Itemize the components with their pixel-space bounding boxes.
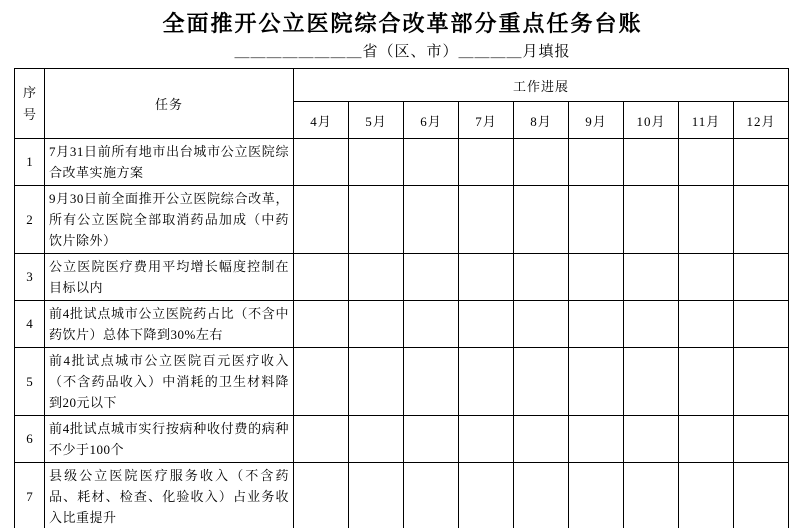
- month-header: 5月: [349, 102, 404, 139]
- progress-cell[interactable]: [569, 186, 624, 254]
- progress-cell[interactable]: [294, 463, 349, 528]
- task-cell: 县级公立医院医疗服务收入（不含药品、耗材、检查、化验收入）占业务收入比重提升: [45, 463, 294, 528]
- task-cell: 前4批试点城市实行按病种收付费的病种不少于100个: [45, 416, 294, 463]
- progress-cell[interactable]: [569, 139, 624, 186]
- progress-cell[interactable]: [294, 416, 349, 463]
- progress-cell[interactable]: [734, 301, 789, 348]
- progress-cell[interactable]: [569, 416, 624, 463]
- progress-cell[interactable]: [459, 301, 514, 348]
- table-row: [15, 301, 789, 348]
- month-header: 7月: [459, 102, 514, 139]
- row-number-cell: 6: [15, 416, 45, 463]
- row-number-cell: 4: [15, 301, 45, 348]
- progress-cell[interactable]: [459, 463, 514, 528]
- table-row: [15, 416, 789, 463]
- progress-cell[interactable]: [459, 139, 514, 186]
- progress-cell[interactable]: [569, 254, 624, 301]
- progress-cell[interactable]: [514, 186, 569, 254]
- progress-cell[interactable]: [624, 348, 679, 416]
- progress-cell[interactable]: [404, 463, 459, 528]
- progress-cell[interactable]: [349, 254, 404, 301]
- progress-cell[interactable]: [624, 186, 679, 254]
- task-cell: 9月30日前全面推开公立医院综合改革，所有公立医院全部取消药品加成（中药饮片除外）: [45, 186, 294, 254]
- month-header: 4月: [294, 102, 349, 139]
- progress-cell[interactable]: [624, 254, 679, 301]
- progress-cell[interactable]: [514, 416, 569, 463]
- progress-cell[interactable]: [294, 348, 349, 416]
- month-header: 10月: [624, 102, 679, 139]
- progress-cell[interactable]: [459, 348, 514, 416]
- row-number-cell: 7: [15, 463, 45, 528]
- progress-cell[interactable]: [569, 463, 624, 528]
- progress-cell[interactable]: [514, 463, 569, 528]
- report-subtitle: ＿＿＿＿＿＿＿＿省（区、市）＿＿＿＿月填报: [234, 44, 571, 60]
- progress-cell[interactable]: [734, 348, 789, 416]
- progress-cell[interactable]: [624, 139, 679, 186]
- progress-cell[interactable]: [404, 254, 459, 301]
- table-row: [15, 463, 789, 528]
- month-header: 12月: [734, 102, 789, 139]
- task-cell: 前4批试点城市公立医院药占比（不含中药饮片）总体下降到30%左右: [45, 301, 294, 348]
- progress-cell[interactable]: [734, 416, 789, 463]
- progress-cell[interactable]: [734, 186, 789, 254]
- progress-cell[interactable]: [404, 186, 459, 254]
- progress-cell[interactable]: [734, 139, 789, 186]
- month-header: 11月: [679, 102, 734, 139]
- progress-cell[interactable]: [404, 301, 459, 348]
- progress-cell[interactable]: [624, 301, 679, 348]
- progress-cell[interactable]: [514, 348, 569, 416]
- row-number-cell: 2: [15, 186, 45, 254]
- header-progress: 工作进展: [294, 69, 789, 102]
- progress-cell[interactable]: [679, 254, 734, 301]
- month-header: 9月: [569, 102, 624, 139]
- table-row: [15, 186, 789, 254]
- progress-cell[interactable]: [734, 254, 789, 301]
- progress-cell[interactable]: [679, 139, 734, 186]
- progress-cell[interactable]: [679, 416, 734, 463]
- progress-cell[interactable]: [514, 139, 569, 186]
- progress-cell[interactable]: [404, 416, 459, 463]
- progress-cell[interactable]: [514, 254, 569, 301]
- header-row-top: [15, 69, 789, 102]
- row-number-cell: 5: [15, 348, 45, 416]
- task-cell: 7月31日前所有地市出台城市公立医院综合改革实施方案: [45, 139, 294, 186]
- task-cell: 前4批试点城市公立医院百元医疗收入（不含药品收入）中消耗的卫生材料降到20元以下: [45, 348, 294, 416]
- progress-cell[interactable]: [679, 348, 734, 416]
- table-row: [15, 348, 789, 416]
- progress-cell[interactable]: [349, 186, 404, 254]
- progress-cell[interactable]: [349, 463, 404, 528]
- progress-cell[interactable]: [569, 348, 624, 416]
- progress-cell[interactable]: [294, 186, 349, 254]
- progress-cell[interactable]: [294, 301, 349, 348]
- progress-cell[interactable]: [679, 463, 734, 528]
- table-row: [15, 139, 789, 186]
- progress-cell[interactable]: [294, 254, 349, 301]
- row-number-cell: 3: [15, 254, 45, 301]
- row-number-cell: 1: [15, 139, 45, 186]
- progress-cell[interactable]: [294, 139, 349, 186]
- progress-cell[interactable]: [459, 254, 514, 301]
- header-index: 序号: [15, 69, 45, 139]
- task-ledger-table: [14, 68, 789, 528]
- progress-cell[interactable]: [459, 416, 514, 463]
- progress-cell[interactable]: [349, 416, 404, 463]
- progress-cell[interactable]: [404, 139, 459, 186]
- progress-cell[interactable]: [679, 186, 734, 254]
- header-task: 任务: [45, 69, 294, 139]
- progress-cell[interactable]: [679, 301, 734, 348]
- progress-cell[interactable]: [514, 301, 569, 348]
- progress-cell[interactable]: [349, 348, 404, 416]
- progress-cell[interactable]: [404, 348, 459, 416]
- progress-cell[interactable]: [624, 416, 679, 463]
- progress-cell[interactable]: [569, 301, 624, 348]
- task-cell: 公立医院医疗费用平均增长幅度控制在目标以内: [45, 254, 294, 301]
- table-row: [15, 254, 789, 301]
- progress-cell[interactable]: [349, 301, 404, 348]
- month-header: 6月: [404, 102, 459, 139]
- progress-cell[interactable]: [734, 463, 789, 528]
- progress-cell[interactable]: [459, 186, 514, 254]
- month-header: 8月: [514, 102, 569, 139]
- progress-cell[interactable]: [624, 463, 679, 528]
- page-title: 全面推开公立医院综合改革部分重点任务台账: [162, 11, 643, 36]
- progress-cell[interactable]: [349, 139, 404, 186]
